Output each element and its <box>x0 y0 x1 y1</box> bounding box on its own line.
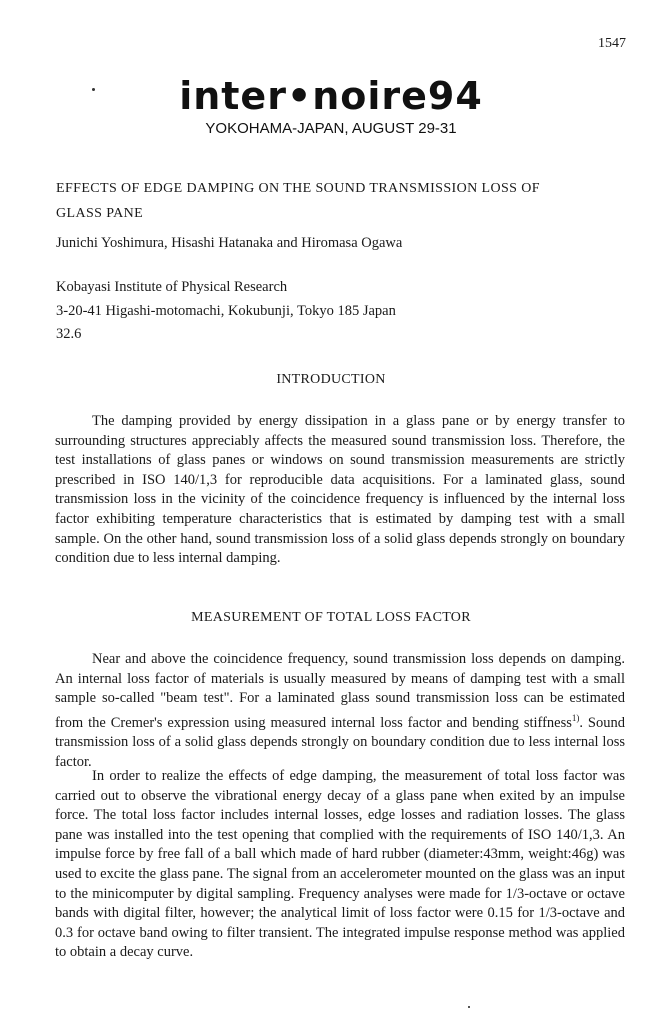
affiliation-block <box>56 276 396 347</box>
conference-location-date: YOKOHAMA-JAPAN, AUGUST 29-31 <box>205 120 457 137</box>
scan-speck-bottom <box>468 1006 470 1008</box>
section-heading-introduction: INTRODUCTION <box>276 372 386 387</box>
measurement-paragraph-1-text: Near and above the coincidence frequency, sound transmission loss depends on damping. An internal loss factor of materials is usually measured by means of damping test with a small sample so-called "beam test". For a laminated glass sound transmission loss can be estimated from the Cremer's expression using measured internal loss factor and bending stiffness <box>55 651 625 731</box>
institute-address: 3-20-41 Higashi-motomachi, Kokubunji, Tokyo 185 Japan <box>56 302 396 319</box>
measurement-paragraph-2: In order to realize the effects of edge damping, the measurement of total loss factor was carried out to observe the vibrational energy decay of a glass pane when exited by an impulse force. The total loss factor includes internal losses, edge losses and radiation losses. The glass pane was installed into the test opening that complied with the requirements of ISO 140/1,3. An impulse force by free fall of a ball which made of hard rubber (diameter:43mm, weight:46g) was used to excite the glass pane. The signal from an accelerometer mounted on the glass was an input to the minicomputer by digital sampling. Frequency analyses were made for 1/3-octave or octave bands with digital filter, however; the analytical limit of loss factor were 0.15 for 1/3-octave and 0.3 for octave band owing to filter transient. The integrated impulse response method was applied to obtain a decay curve. <box>55 768 625 961</box>
section-heading-measurement: MEASUREMENT OF TOTAL LOSS FACTOR <box>191 610 471 625</box>
page-number: 1547 <box>598 36 626 51</box>
paper-authors: Junichi Yoshimura, Hisashi Hatanaka and Hiromasa Ogawa <box>56 235 403 251</box>
measurement-paragraph-1 <box>55 650 625 772</box>
institute-name: Kobayasi Institute of Physical Research <box>56 279 288 295</box>
introduction-paragraph: The damping provided by energy dissipation in a glass pane or by energy transfer to surrounding structures appreciably affects the measured sound transmission loss. Therefore, the test installations of glass panes or windows on sound transmission measurements are strictly prescribed in ISO 140/1,3 for reproducible data acquisitions. For a laminated glass, sound transmission loss in the vicinity of the coincidence frequency is influenced by the internal loss factor exhibiting temperature characteristics that is estimated by damping test with a small sample. On the other hand, sound transmission loss of a solid glass depends strongly on boundary condition due to less internal damping. <box>55 413 625 567</box>
conference-logo: inter•noire94 <box>179 74 483 118</box>
reference-marker: 1) <box>571 712 580 723</box>
measurement-paragraph-1-continued: . Sound transmission loss of a solid glass depends strongly on boundary condition due to less internal loss factor. <box>55 714 625 770</box>
paper-code: 32.6 <box>56 326 82 342</box>
paper-title <box>56 176 626 226</box>
paper-title-line-2: GLASS PANE <box>56 206 144 221</box>
paper-title-line-1: EFFECTS OF EDGE DAMPING ON THE SOUND TRANSMISSION LOSS OF <box>56 181 540 196</box>
